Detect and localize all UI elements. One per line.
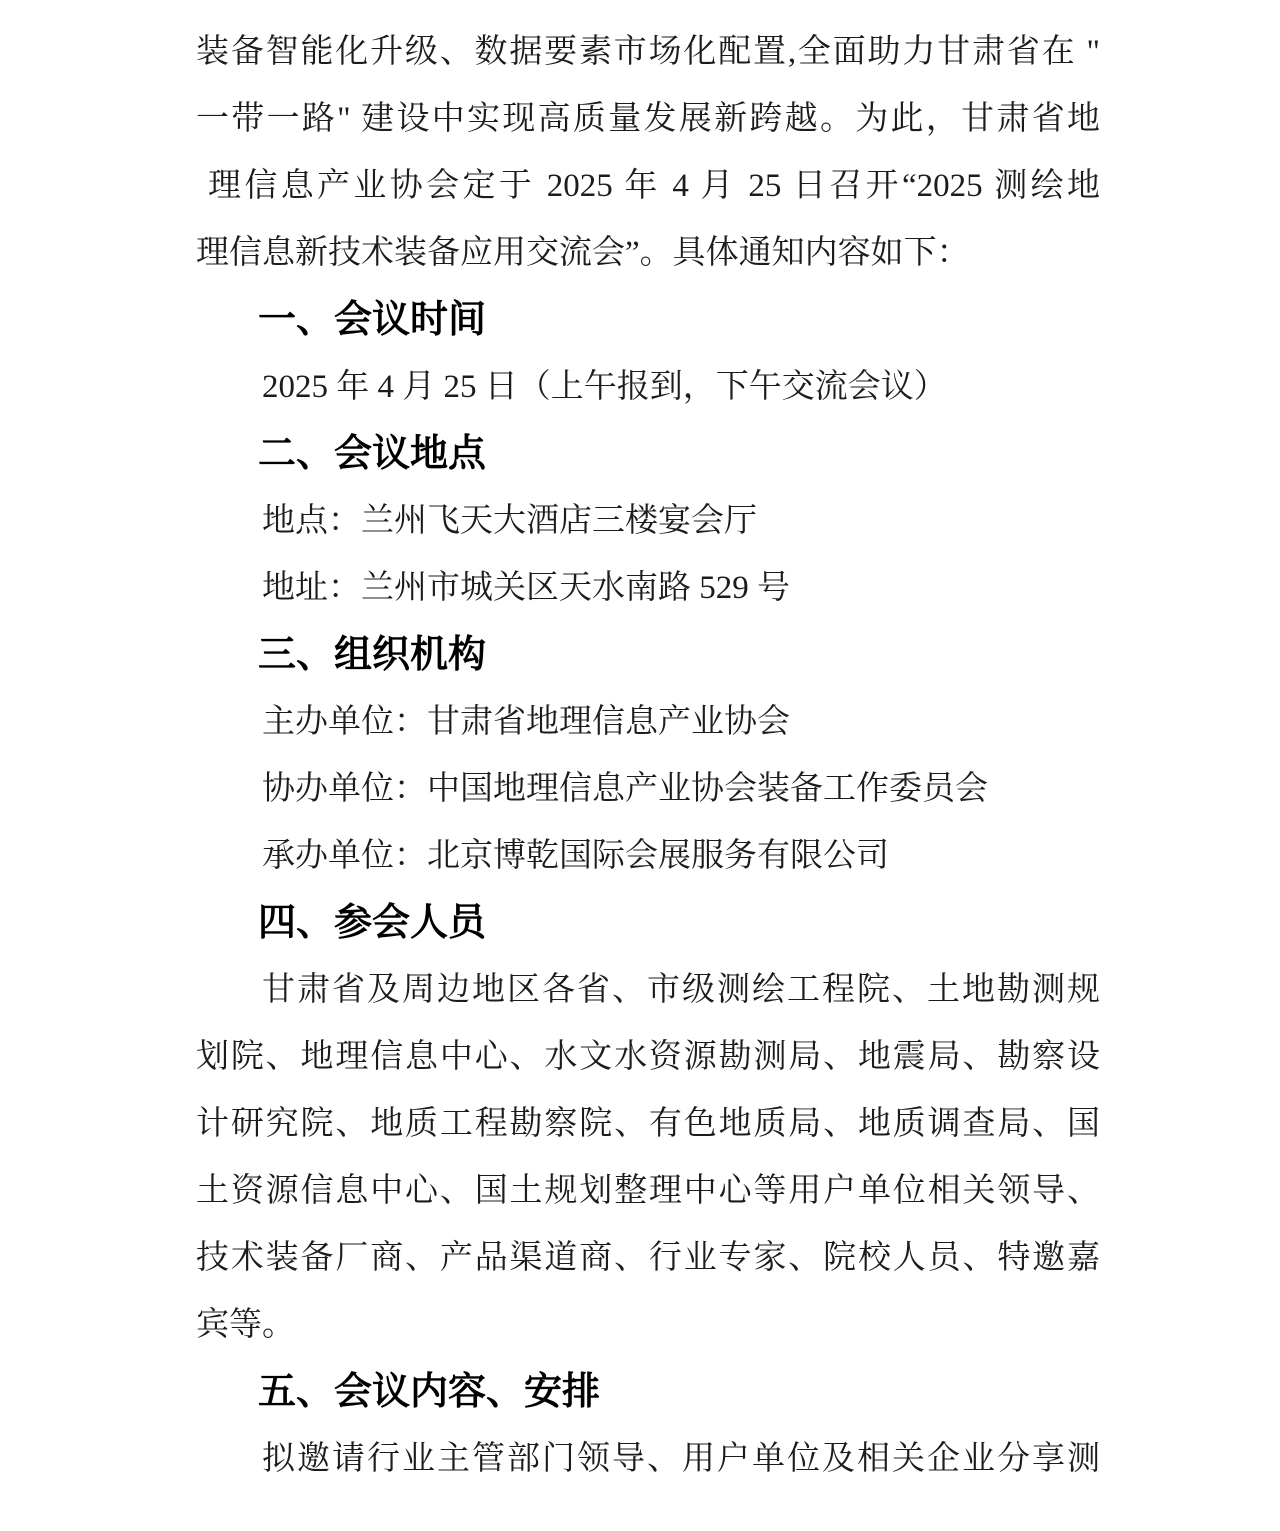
paragraph-line: 装备智能化升级、数据要素市场化配置,全面助力甘肃省在 " [196,34,1100,70]
meeting-time-line: 2025 年 4 月 25 日（上午报到，下午交流会议） [262,369,947,405]
host-unit-line: 主办单位：甘肃省地理信息产业协会 [262,704,790,740]
undertaker-line: 承办单位：北京博乾国际会展服务有限公司 [262,838,889,874]
section-heading-participants: 四、参会人员 [258,902,487,944]
paragraph-line: 一带一路" 建设中实现高质量发展新跨越。为此，甘肃省地 [196,101,1100,137]
co-organizer-line: 协办单位：中国地理信息产业协会装备工作委员会 [262,771,988,807]
section-heading-organization: 三、组织机构 [258,634,487,676]
paragraph-line: 拟邀请行业主管部门领导、用户单位及相关企业分享测 [262,1441,1100,1477]
paragraph-line: 计研究院、地质工程勘察院、有色地质局、地质调查局、国 [196,1106,1100,1142]
paragraph-line: 理信息新技术装备应用交流会”。具体通知内容如下： [196,235,970,271]
section-heading-meeting-place: 二、会议地点 [258,433,487,475]
paragraph-line: 技术装备厂商、产品渠道商、行业专家、院校人员、特邀嘉 [196,1240,1100,1276]
paragraph-line: 甘肃省及周边地区各省、市级测绘工程院、土地勘测规 [262,972,1100,1008]
notice-text-block [196,19,1100,1493]
paragraph-line: 理信息产业协会定于 2025 年 4 月 25 日召开“2025 测绘地 [208,168,1100,204]
paragraph-line: 划院、地理信息中心、水文水资源勘测局、地震局、勘察设 [196,1039,1100,1075]
address-line: 地址：兰州市城关区天水南路 529 号 [262,570,790,606]
venue-line: 地点：兰州飞天大酒店三楼宴会厅 [262,503,757,539]
section-heading-agenda: 五、会议内容、安排 [258,1371,601,1413]
paragraph-line: 宾等。 [196,1307,295,1343]
paragraph-line: 土资源信息中心、国土规划整理中心等用户单位相关领导、 [196,1173,1100,1209]
section-heading-meeting-time: 一、会议时间 [258,299,487,341]
